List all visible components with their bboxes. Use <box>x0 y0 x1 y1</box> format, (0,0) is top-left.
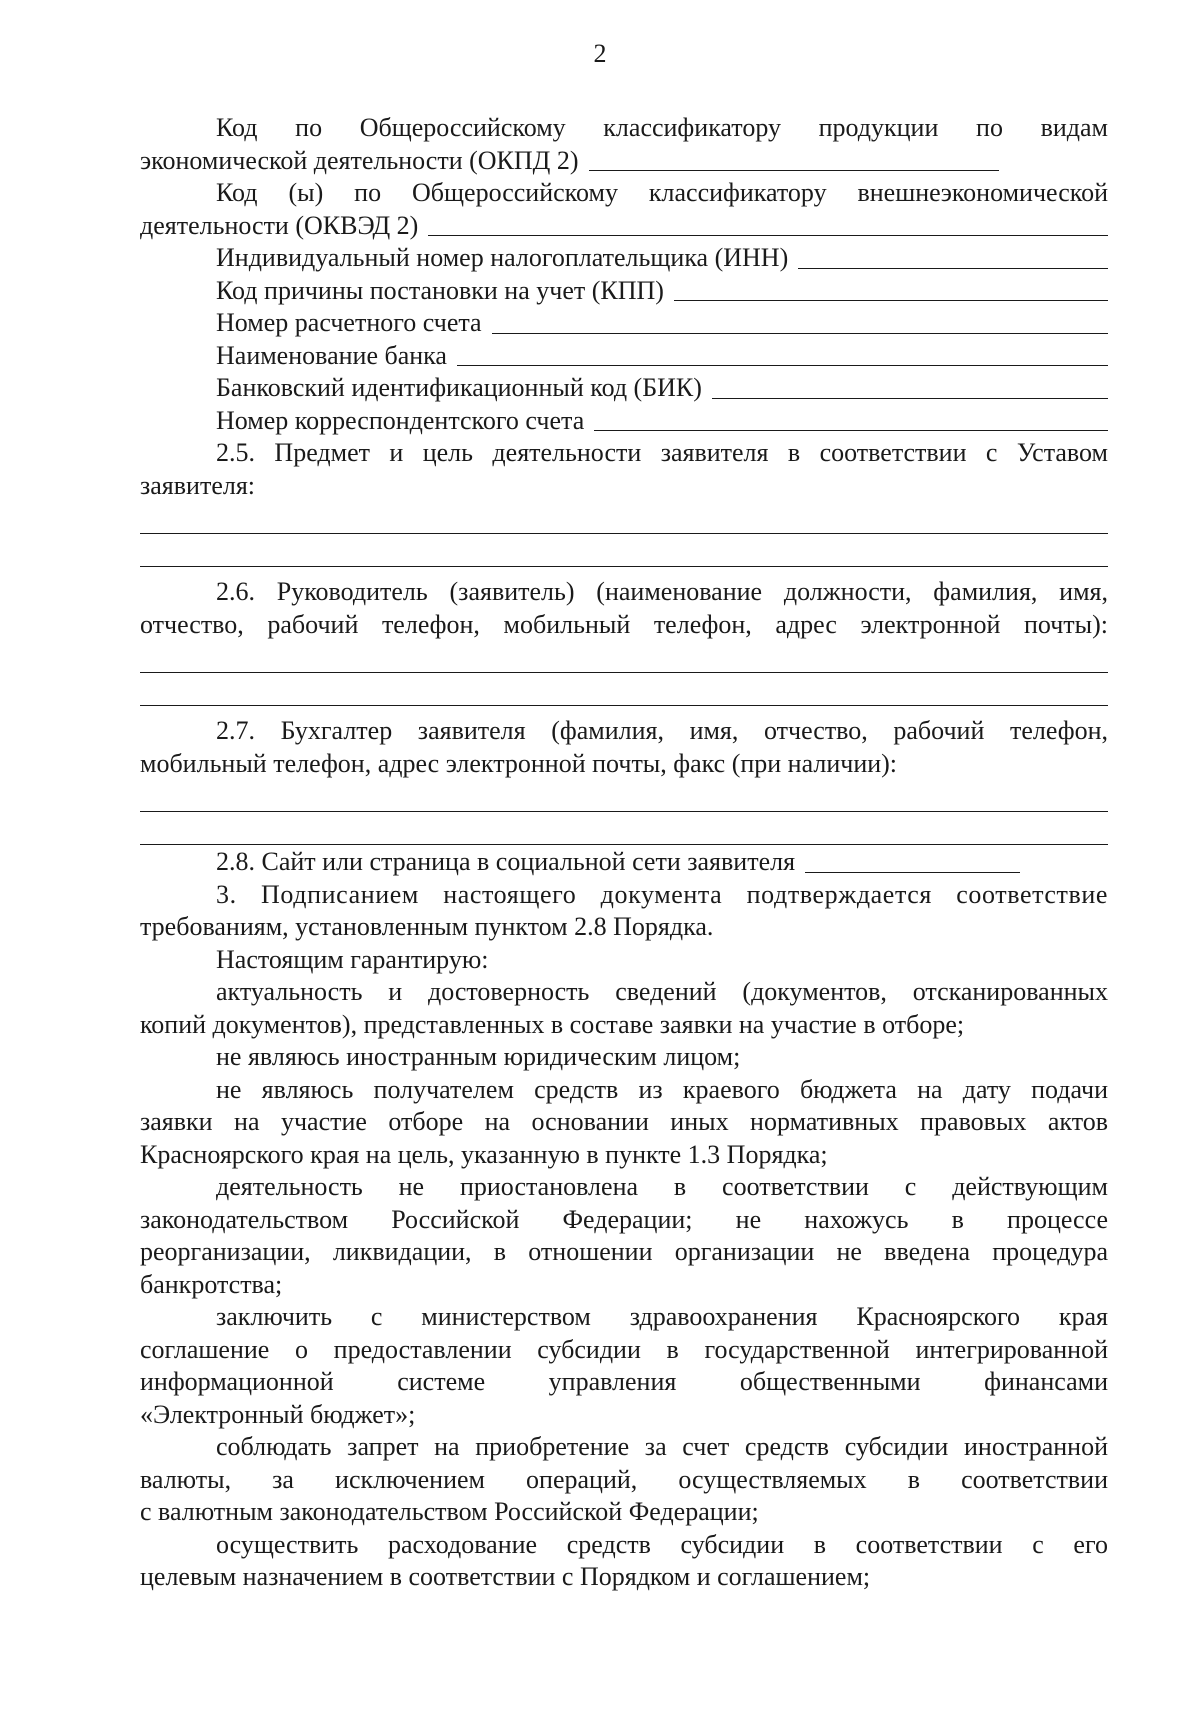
kpp-field <box>140 275 1108 308</box>
kpp-label: Код причины постановки на учет (КПП) <box>216 275 664 305</box>
guarantee-relevance-line-1: актуальность и достоверность сведений (документов, отсканированных <box>216 977 1108 1006</box>
guarantee-not-suspended-line-3: реорганизации, ликвидации, в отношении организации не введена процедура <box>140 1237 1108 1266</box>
inn-label: Индивидуальный номер налогоплательщика (ИНН) <box>216 243 789 272</box>
guarantee-currency-line-2: валюты, за исключением операций, осуществляемых в соответствии <box>140 1464 1108 1494</box>
guarantee-not-recipient-line-1: не являюсь получателем средств из краевого бюджета на дату подачи <box>216 1074 1108 1104</box>
bik-input-line[interactable] <box>712 397 1108 399</box>
bik-label: Банковский идентификационный код (БИК) <box>216 373 702 402</box>
okpd-label: экономической деятельности (ОКПД 2) <box>140 145 579 175</box>
kpp-input-line[interactable] <box>674 299 1108 301</box>
guarantee-relevance-line-2: копий документов), представленных в составе заявки на участие в отборе; <box>140 1009 965 1039</box>
bank-input-line[interactable] <box>457 364 1108 366</box>
guarantee-spending-line-2: целевым назначением в соответствии с Порядком и соглашением; <box>140 1562 871 1591</box>
corr-account-field <box>140 405 1108 438</box>
guarantee-agreement-line-4: «Электронный бюджет»; <box>140 1399 416 1429</box>
okved-line-1: Код (ы) по Общероссийскому классификатору внешнеэкономической <box>216 178 1108 207</box>
okved-input-line[interactable] <box>428 234 1108 236</box>
guarantee-not-recipient-line-2: заявки на участие отборе на основании иных нормативных правовых актов <box>140 1107 1108 1136</box>
okpd-field <box>140 145 1108 178</box>
okpd-input-line[interactable] <box>589 169 999 171</box>
guarantee-agreement-line-1: заключить с министерством здравоохранения Красноярского края <box>216 1302 1108 1331</box>
bank-field <box>140 340 1108 373</box>
account-label: Номер расчетного счета <box>216 308 482 337</box>
item-2-5-blank-line[interactable] <box>140 502 1108 534</box>
item-2-6-line-2: отчество, рабочий телефон, мобильный телефон, адрес электронной почты): <box>140 609 1108 639</box>
guarantee-currency-line-3: с валютным законодательством Российской Федерации; <box>140 1497 759 1526</box>
item-2-8-input-line[interactable] <box>805 871 1020 873</box>
item-2-5-line-1: 2.5. Предмет и цель деятельности заявителя в соответствии с Уставом <box>216 438 1108 467</box>
item-2-8-label: 2.8. Сайт или страница в социальной сети заявителя <box>216 847 796 876</box>
item-2-6-line-1: 2.6. Руководитель (заявитель) (наименование должности, фамилия, имя, <box>216 577 1108 606</box>
item-2-8-field <box>140 846 1108 879</box>
account-field <box>140 307 1108 340</box>
guarantee-not-suspended-line-1: деятельность не приостановлена в соответствии с действующим <box>216 1172 1108 1201</box>
item-2-7-blank-line[interactable] <box>140 780 1108 812</box>
guarantee-not-suspended-line-4: банкротства; <box>140 1269 283 1299</box>
okpd-line-1: Код по Общероссийскому классификатору продукции по видам <box>216 113 1108 142</box>
item-2-7-line-1: 2.7. Бухгалтер заявителя (фамилия, имя, отчество, рабочий телефон, <box>216 716 1108 745</box>
guarantee-agreement-line-3: информационной системе управления общественными финансами <box>140 1367 1108 1396</box>
page-number: 2 <box>593 39 607 68</box>
item-2-6-blank-line[interactable] <box>140 641 1108 673</box>
guarantee-not-recipient-line-3: Красноярского края на цель, указанную в пункте 1.3 Порядка; <box>140 1139 828 1169</box>
item-3-line-1: 3. Подписанием настоящего документа подтверждается соответствие <box>216 879 1108 909</box>
bank-label: Наименование банка <box>216 340 447 370</box>
okved-field <box>140 210 1108 243</box>
guarantee-not-foreign: не являюсь иностранным юридическим лицом; <box>216 1042 741 1071</box>
item-2-7-line-2: мобильный телефон, адрес электронной почты, факс (при наличии): <box>140 748 898 778</box>
guarantee-spending-line-1: осуществить расходование средств субсидии в соответствии с его <box>216 1529 1108 1559</box>
inn-input-line[interactable] <box>798 267 1108 269</box>
guarantee-currency-line-1: соблюдать запрет на приобретение за счет средств субсидии иностранной <box>216 1432 1108 1461</box>
guarantee-not-suspended-line-2: законодательством Российской Федерации; не нахожусь в процессе <box>140 1204 1108 1234</box>
okved-label: деятельности (ОКВЭД 2) <box>140 210 419 240</box>
item-3-line-2: требованиям, установленным пунктом 2.8 Порядка. <box>140 912 714 941</box>
account-input-line[interactable] <box>492 332 1108 334</box>
guarantee-agreement-line-2: соглашение о предоставлении субсидии в государственной интегрированной <box>140 1334 1108 1364</box>
item-2-5-line-2: заявителя: <box>140 470 256 500</box>
document-body <box>140 112 1108 1594</box>
bik-field <box>140 372 1108 405</box>
corr-account-label: Номер корреспондентского счета <box>216 405 585 435</box>
corr-account-input-line[interactable] <box>594 429 1108 431</box>
item-2-6-blank-line[interactable] <box>140 674 1108 706</box>
item-2-5-blank-line[interactable] <box>140 535 1108 567</box>
item-2-7-blank-line[interactable] <box>140 813 1108 845</box>
guarantee-heading: Настоящим гарантирую: <box>216 944 489 974</box>
inn-field <box>140 242 1108 275</box>
